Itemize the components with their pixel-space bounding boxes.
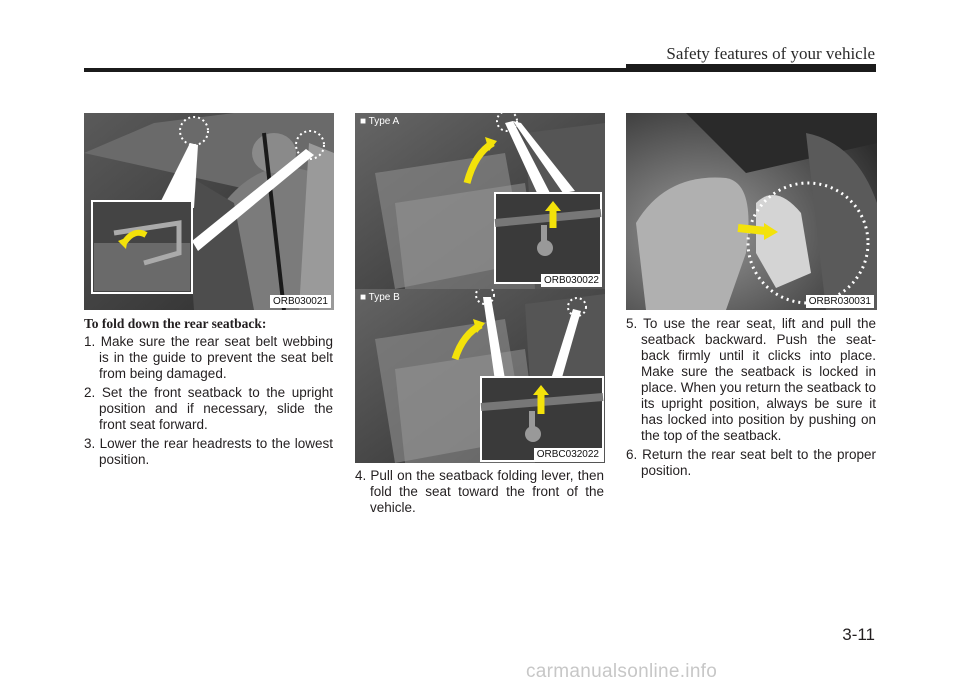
step-6: 6. Return the rear seat belt to the proper position. — [626, 447, 876, 478]
fold-down-heading: To fold down the rear seatback: — [84, 316, 267, 331]
step-2: 2. Set the front seatback to the upright position and if necessary, slide the front seat forward. — [84, 385, 333, 432]
column-2-text — [355, 468, 604, 519]
section-title: Safety features of your vehicle — [666, 44, 875, 63]
type-a-label: ■ Type A — [360, 116, 400, 127]
seatback-lift-figure — [626, 113, 877, 310]
step-4: 4. Pull on the seatback folding lever, then fold the seat toward the front of the vehicle. — [355, 468, 604, 515]
figure-code: ORB030021 — [270, 295, 331, 308]
figure-code: ORB030022 — [541, 274, 602, 287]
step-1: 1. Make sure the rear seat belt webbing is in the guide to prevent the seat belt from being damaged. — [84, 334, 333, 381]
figure-code: ORBC032022 — [534, 448, 602, 461]
step-3: 3. Lower the rear headrests to the lowest position. — [84, 436, 333, 467]
watermark: carmanualsonline.info — [526, 661, 718, 682]
column-3-text — [626, 316, 876, 482]
type-b-label: ■ Type B — [360, 292, 400, 303]
type-b-folding-lever-figure — [355, 289, 605, 463]
step-5: 5. To use the rear seat, lift and pull the seatback backward. Push the seat- back firmly until it clicks into place. Make sure the seatback is locked in place. When you return the seatback to its upright position, always be sure it has locked into position by pushing on the top of the seatback. — [626, 316, 876, 443]
column-1-text — [84, 316, 333, 471]
header-rule — [84, 68, 876, 72]
type-a-folding-lever-figure — [355, 113, 605, 289]
figure-code: ORBR030031 — [806, 295, 874, 308]
rear-seat-belt-guide-figure — [84, 113, 334, 310]
page-number: 3-11 — [842, 625, 875, 644]
